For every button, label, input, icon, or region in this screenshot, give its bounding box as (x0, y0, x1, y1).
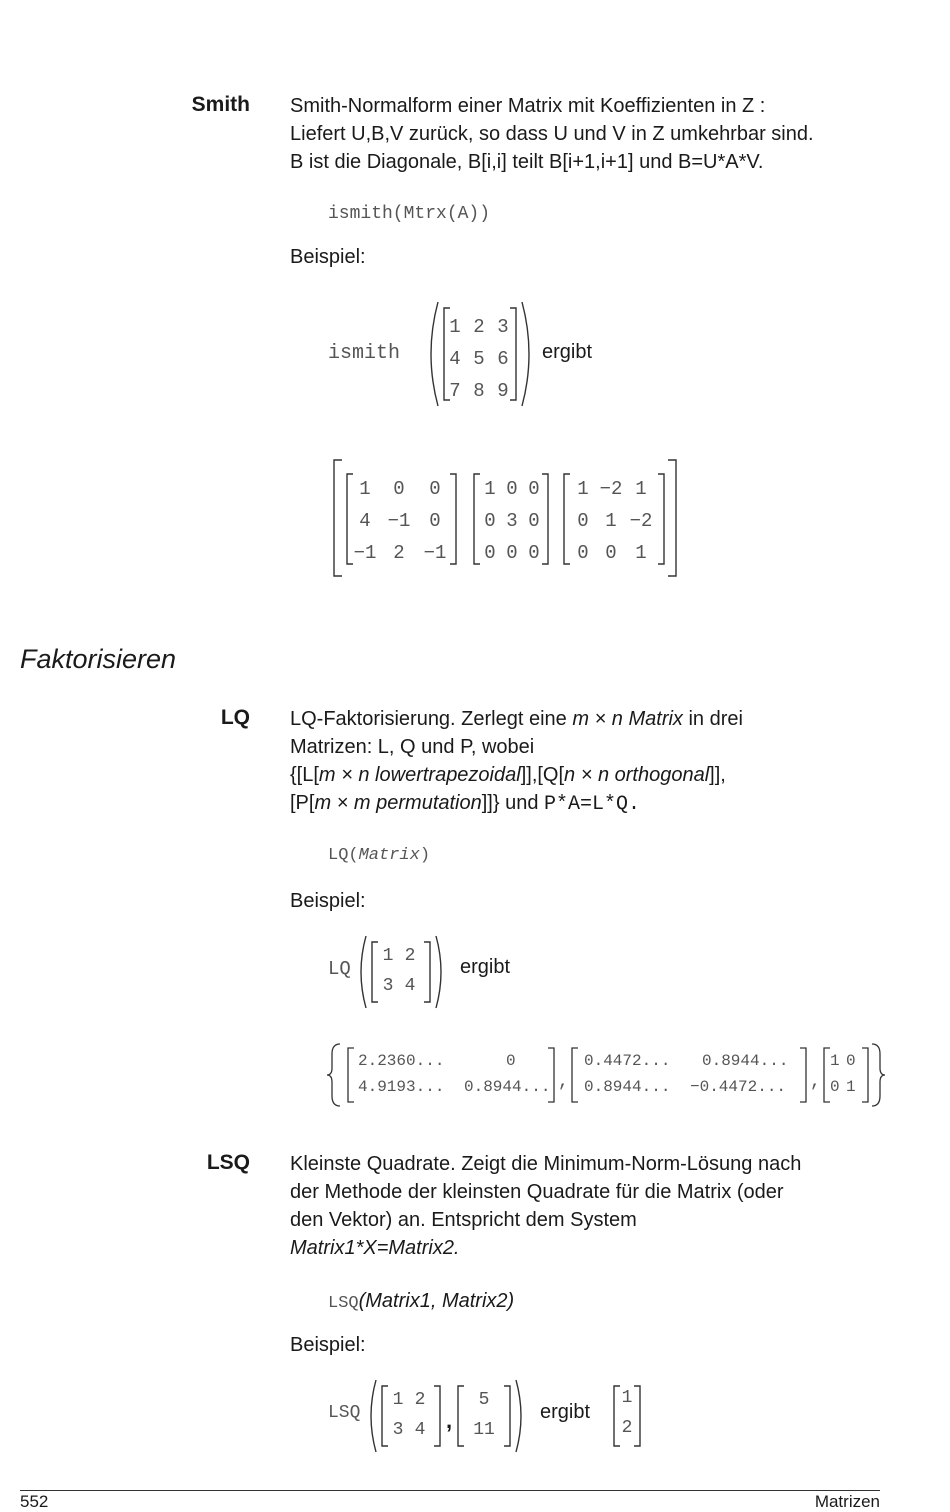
matrix-cell: 1 (846, 1078, 856, 1096)
matrix-cell: 0.4472... (584, 1052, 671, 1070)
matrix-cell: 4.9193... (358, 1078, 445, 1096)
matrix-cell: 9 (497, 380, 509, 402)
lq-result-comma-2: , (810, 1072, 821, 1092)
matrix-cell: 0 (577, 510, 589, 532)
matrix-cell: 5 (478, 1390, 490, 1410)
lsq-desc-line-3: den Vektor) an. Entspricht dem System (290, 1209, 637, 1231)
lsq-comma: , (446, 1408, 453, 1433)
matrix-cell: 0 (484, 542, 496, 564)
matrix-cell: 1 (359, 478, 371, 500)
matrix-cell: 2 (414, 1390, 426, 1410)
lq-result-matrix-p (830, 1052, 864, 1104)
matrix-cell: −1 (423, 542, 447, 564)
matrix-cell: 0 (506, 542, 518, 564)
smith-result-matrix-v (570, 478, 660, 574)
lq-result-matrix-q (584, 1052, 804, 1104)
matrix-cell: 2 (621, 1418, 633, 1438)
lq-desc-line-2: Matrizen: L, Q und P, wobei (290, 736, 535, 758)
matrix-cell: 4 (359, 510, 371, 532)
lq-syntax: LQ(Matrix) (328, 846, 431, 865)
matrix-cell: 4 (449, 348, 461, 370)
term-smith: Smith (191, 93, 250, 116)
section-heading-faktorisieren: Faktorisieren (20, 644, 177, 674)
smith-example-label: Beispiel: (290, 246, 366, 268)
footer-rule (20, 1490, 880, 1491)
matrix-cell: 1 (635, 478, 647, 500)
matrix-cell: 0 (429, 510, 441, 532)
term-lq: LQ (220, 706, 250, 729)
matrix-cell: 5 (473, 348, 485, 370)
lq-ergibt: ergibt (460, 956, 511, 978)
matrix-cell: 3 (506, 510, 518, 532)
matrix-cell: 1 (635, 542, 647, 564)
matrix-cell: 8 (473, 380, 485, 402)
smith-result-matrix-b (480, 478, 546, 574)
matrix-cell: 3 (382, 976, 394, 996)
matrix-cell: 0.8944... (584, 1078, 671, 1096)
matrix-cell: 1 (621, 1388, 633, 1408)
matrix-cell: 1 (449, 316, 461, 338)
matrix-cell: 0.8944... (702, 1052, 789, 1070)
matrix-cell: 2 (404, 946, 416, 966)
lsq-desc-line-4: Matrix1*X=Matrix2. (290, 1237, 460, 1259)
lq-example-label: Beispiel: (290, 890, 366, 912)
matrix-cell: 2.2360... (358, 1052, 445, 1070)
matrix-cell: 4 (404, 976, 416, 996)
smith-ergibt: ergibt (542, 341, 593, 363)
matrix-cell: 0 (528, 478, 540, 500)
lq-result-matrix-l (358, 1052, 551, 1104)
matrix-cell: 1 (830, 1052, 840, 1070)
lsq-syntax: LSQ(Matrix1, Matrix2) (328, 1290, 515, 1313)
matrix-cell: 0 (846, 1052, 856, 1070)
smith-syntax: ismith(Mtrx(A)) (328, 204, 491, 224)
lsq-result-matrix (616, 1388, 638, 1448)
matrix-cell: 3 (392, 1420, 404, 1440)
smith-result-matrix-u (352, 478, 452, 574)
lq-desc-line-3: {[L[m × n lowertrapezoidal]],[Q[n × n orthogonal]], (290, 764, 726, 786)
lq-desc-line-4: [P[m × m permutation]]} und P*A=L*Q. (290, 792, 641, 816)
lsq-matrix-2 (466, 1390, 502, 1450)
matrix-cell: 0 (830, 1078, 840, 1096)
lq-desc-line-1: LQ-Faktorisierung. Zerlegt eine m × n Matrix in drei (290, 708, 743, 730)
chapter-name: Matrizen (814, 1492, 880, 1511)
matrix-cell: 0 (429, 478, 441, 500)
matrix-cell: 0 (528, 542, 540, 564)
matrix-cell: 1 (605, 510, 617, 532)
matrix-cell: 0 (484, 510, 496, 532)
matrix-cell: 1 (382, 946, 394, 966)
matrix-cell: 0 (528, 510, 540, 532)
lsq-desc-line-2: der Methode der kleinsten Quadrate für die Matrix (oder (290, 1181, 784, 1203)
term-lsq: LSQ (206, 1151, 250, 1174)
matrix-cell: 4 (414, 1420, 426, 1440)
lq-input-matrix (378, 946, 428, 1006)
smith-input-matrix (444, 308, 514, 408)
matrix-cell: −0.4472... (690, 1078, 787, 1096)
matrix-cell: 2 (473, 316, 485, 338)
lsq-example-func: LSQ (328, 1403, 361, 1423)
matrix-cell: 1 (484, 478, 496, 500)
smith-desc-line-1: Smith-Normalform einer Matrix mit Koeffizienten in Z : (290, 95, 766, 117)
matrix-cell: 0 (393, 478, 405, 500)
lq-result-comma-1: , (558, 1072, 569, 1092)
matrix-cell: 0 (506, 1052, 516, 1070)
matrix-cell: −2 (599, 478, 623, 500)
matrix-cell: 1 (577, 478, 589, 500)
matrix-cell: −1 (387, 510, 411, 532)
lsq-matrix-1 (388, 1390, 438, 1450)
smith-example-func: ismith (328, 342, 401, 365)
matrix-cell: 3 (497, 316, 509, 338)
lsq-example-label: Beispiel: (290, 1334, 366, 1356)
lsq-desc-line-1: Kleinste Quadrate. Zeigt die Minimum-Norm-Lösung nach (290, 1153, 802, 1175)
matrix-cell: 6 (497, 348, 509, 370)
matrix-cell: 0.8944... (464, 1078, 551, 1096)
matrix-cell: 1 (392, 1390, 404, 1410)
lq-example-func: LQ (328, 958, 351, 980)
matrix-cell: 0 (506, 478, 518, 500)
lsq-description (290, 1150, 890, 1262)
matrix-cell: −2 (629, 510, 653, 532)
smith-description (290, 92, 890, 176)
matrix-cell: 0 (577, 542, 589, 564)
page-number: 552 (20, 1492, 49, 1511)
matrix-cell: −1 (353, 542, 377, 564)
matrix-cell: 7 (449, 380, 461, 402)
smith-desc-line-3: B ist die Diagonale, B[i,i] teilt B[i+1,i+1] und B=U*A*V. (290, 151, 764, 173)
smith-desc-line-2: Liefert U,B,V zurück, so dass U und V in Z umkehrbar sind. (290, 123, 814, 145)
lq-description (290, 705, 890, 819)
matrix-cell: 11 (473, 1420, 495, 1440)
matrix-cell: 0 (605, 542, 617, 564)
matrix-cell: 2 (393, 542, 405, 564)
lsq-ergibt: ergibt (540, 1401, 591, 1423)
